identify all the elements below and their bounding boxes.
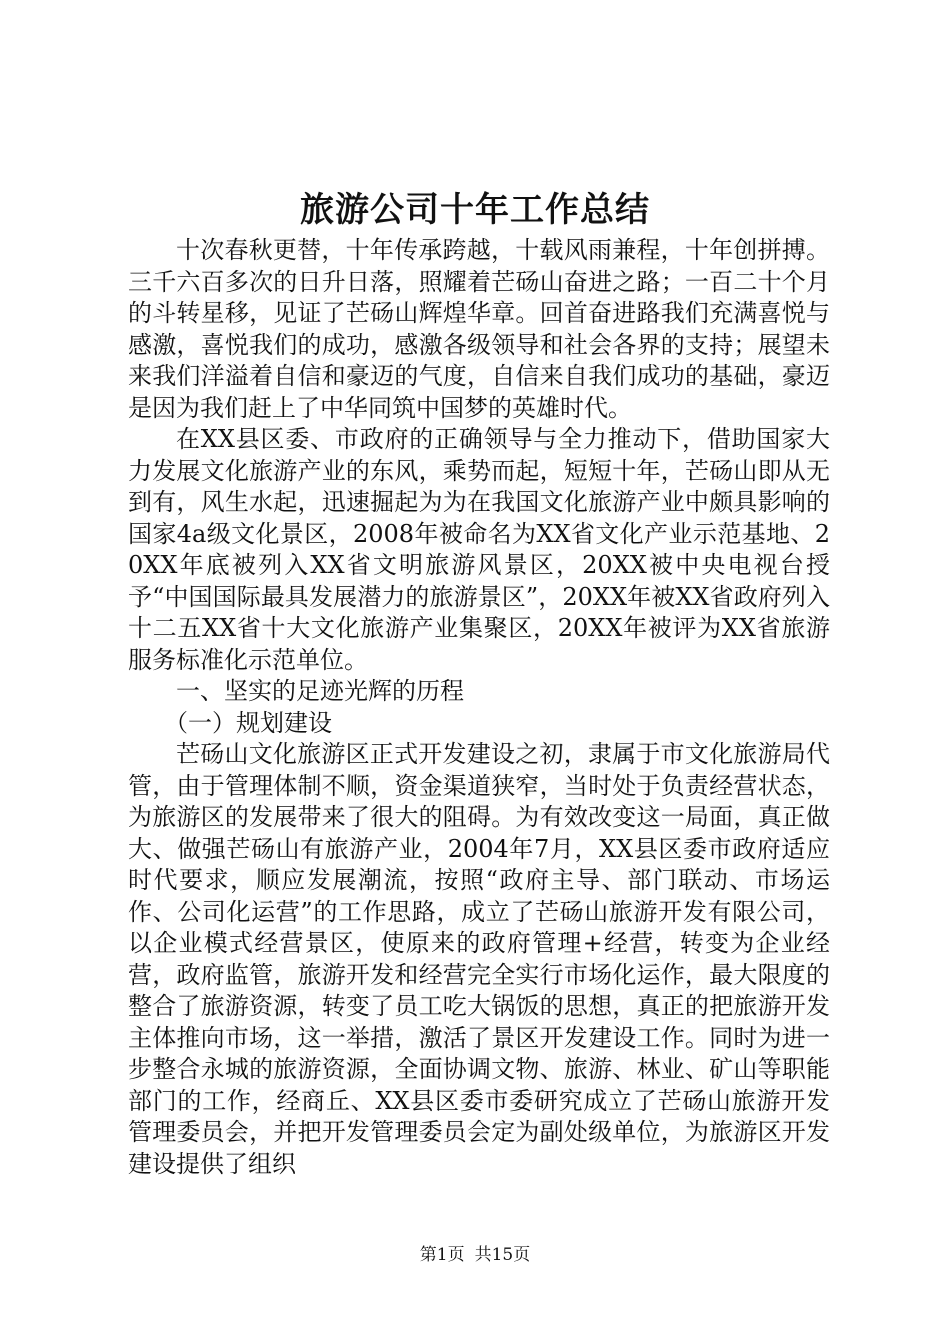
intro-paragraph: 十次春秋更替，十年传承跨越，十载风雨兼程，十年创拼搏。三千六百多次的日升日落，照耀着芒砀山奋进之路；一百二十个月的斗转星移，见证了芒砀山辉煌华章。回首奋进路我们充满喜悦与感激，喜悦我们的成功，感激各级领导和社会各界的支持；展望未来我们洋溢着自信和豪迈的气度，自信来自我们成功的基础，豪迈是因为我们赶上了中华同筑中国梦的英雄时代。 (128, 236, 830, 422)
section-heading: 一、坚实的足迹光辉的历程 (176, 677, 464, 705)
page-number: 第1页 (419, 1245, 465, 1265)
page-footer (0, 1243, 950, 1267)
document-body (128, 235, 830, 1180)
planning-paragraph: 芒砀山文化旅游区正式开发建设之初，隶属于市文化旅游局代管，由于管理体制不顺，资金渠道狭窄，当时处于负责经营状态，为旅游区的发展带来了很大的阻碍。为有效改变这一局面，真正做大、做强芒砀山有旅游产业，2004年7月，XX县区委市政府适应时代要求，顺应发展潮流，按照“政府主导、部门联动、市场运作、公司化运营”的工作思路，成立了芒砀山旅游开发有限公司，以企业模式经营景区，使原来的政府管理+经营，转变为企业经营，政府监管，旅游开发和经营完全实行市场化运作，最大限度的整合了旅游资源，转变了员工吃大锅饭的思想，真正的把旅游开发主体推向市场，这一举措，激活了景区开发建设工作。同时为进一步整合永城的旅游资源，全面协调文物、旅游、林业、矿山等职能部门的工作，经商丘、XX县区委市委研究成立了芒砀山旅游开发管理委员会，并把开发管理委员会定为副处级单位，为旅游区开发建设提供了组织 (128, 740, 830, 1178)
document-title: 旅游公司十年工作总结 (300, 190, 650, 230)
subsection-heading: （一）规划建设 (164, 708, 332, 737)
achievements-paragraph: 在XX县区委、市政府的正确领导与全力推动下，借助国家大力发展文化旅游产业的东风，乘势而起，短短十年，芒砀山即从无到有，风生水起，迅速掘起为为在我国文化旅游产业中颇具影响的国家4a级文化景区，2008年被命名为XX省文化产业示范基地、20XX年底被列入XX省文明旅游风景区，20XX被中央电视台授予“中国国际最具发展潜力的旅游景区”，20XX年被XX省政府列入十二五XX省十大文化旅游产业集聚区，20XX年被评为XX省旅游服务标准化示范单位。 (128, 425, 830, 674)
page-total: 共15页 (474, 1245, 531, 1265)
